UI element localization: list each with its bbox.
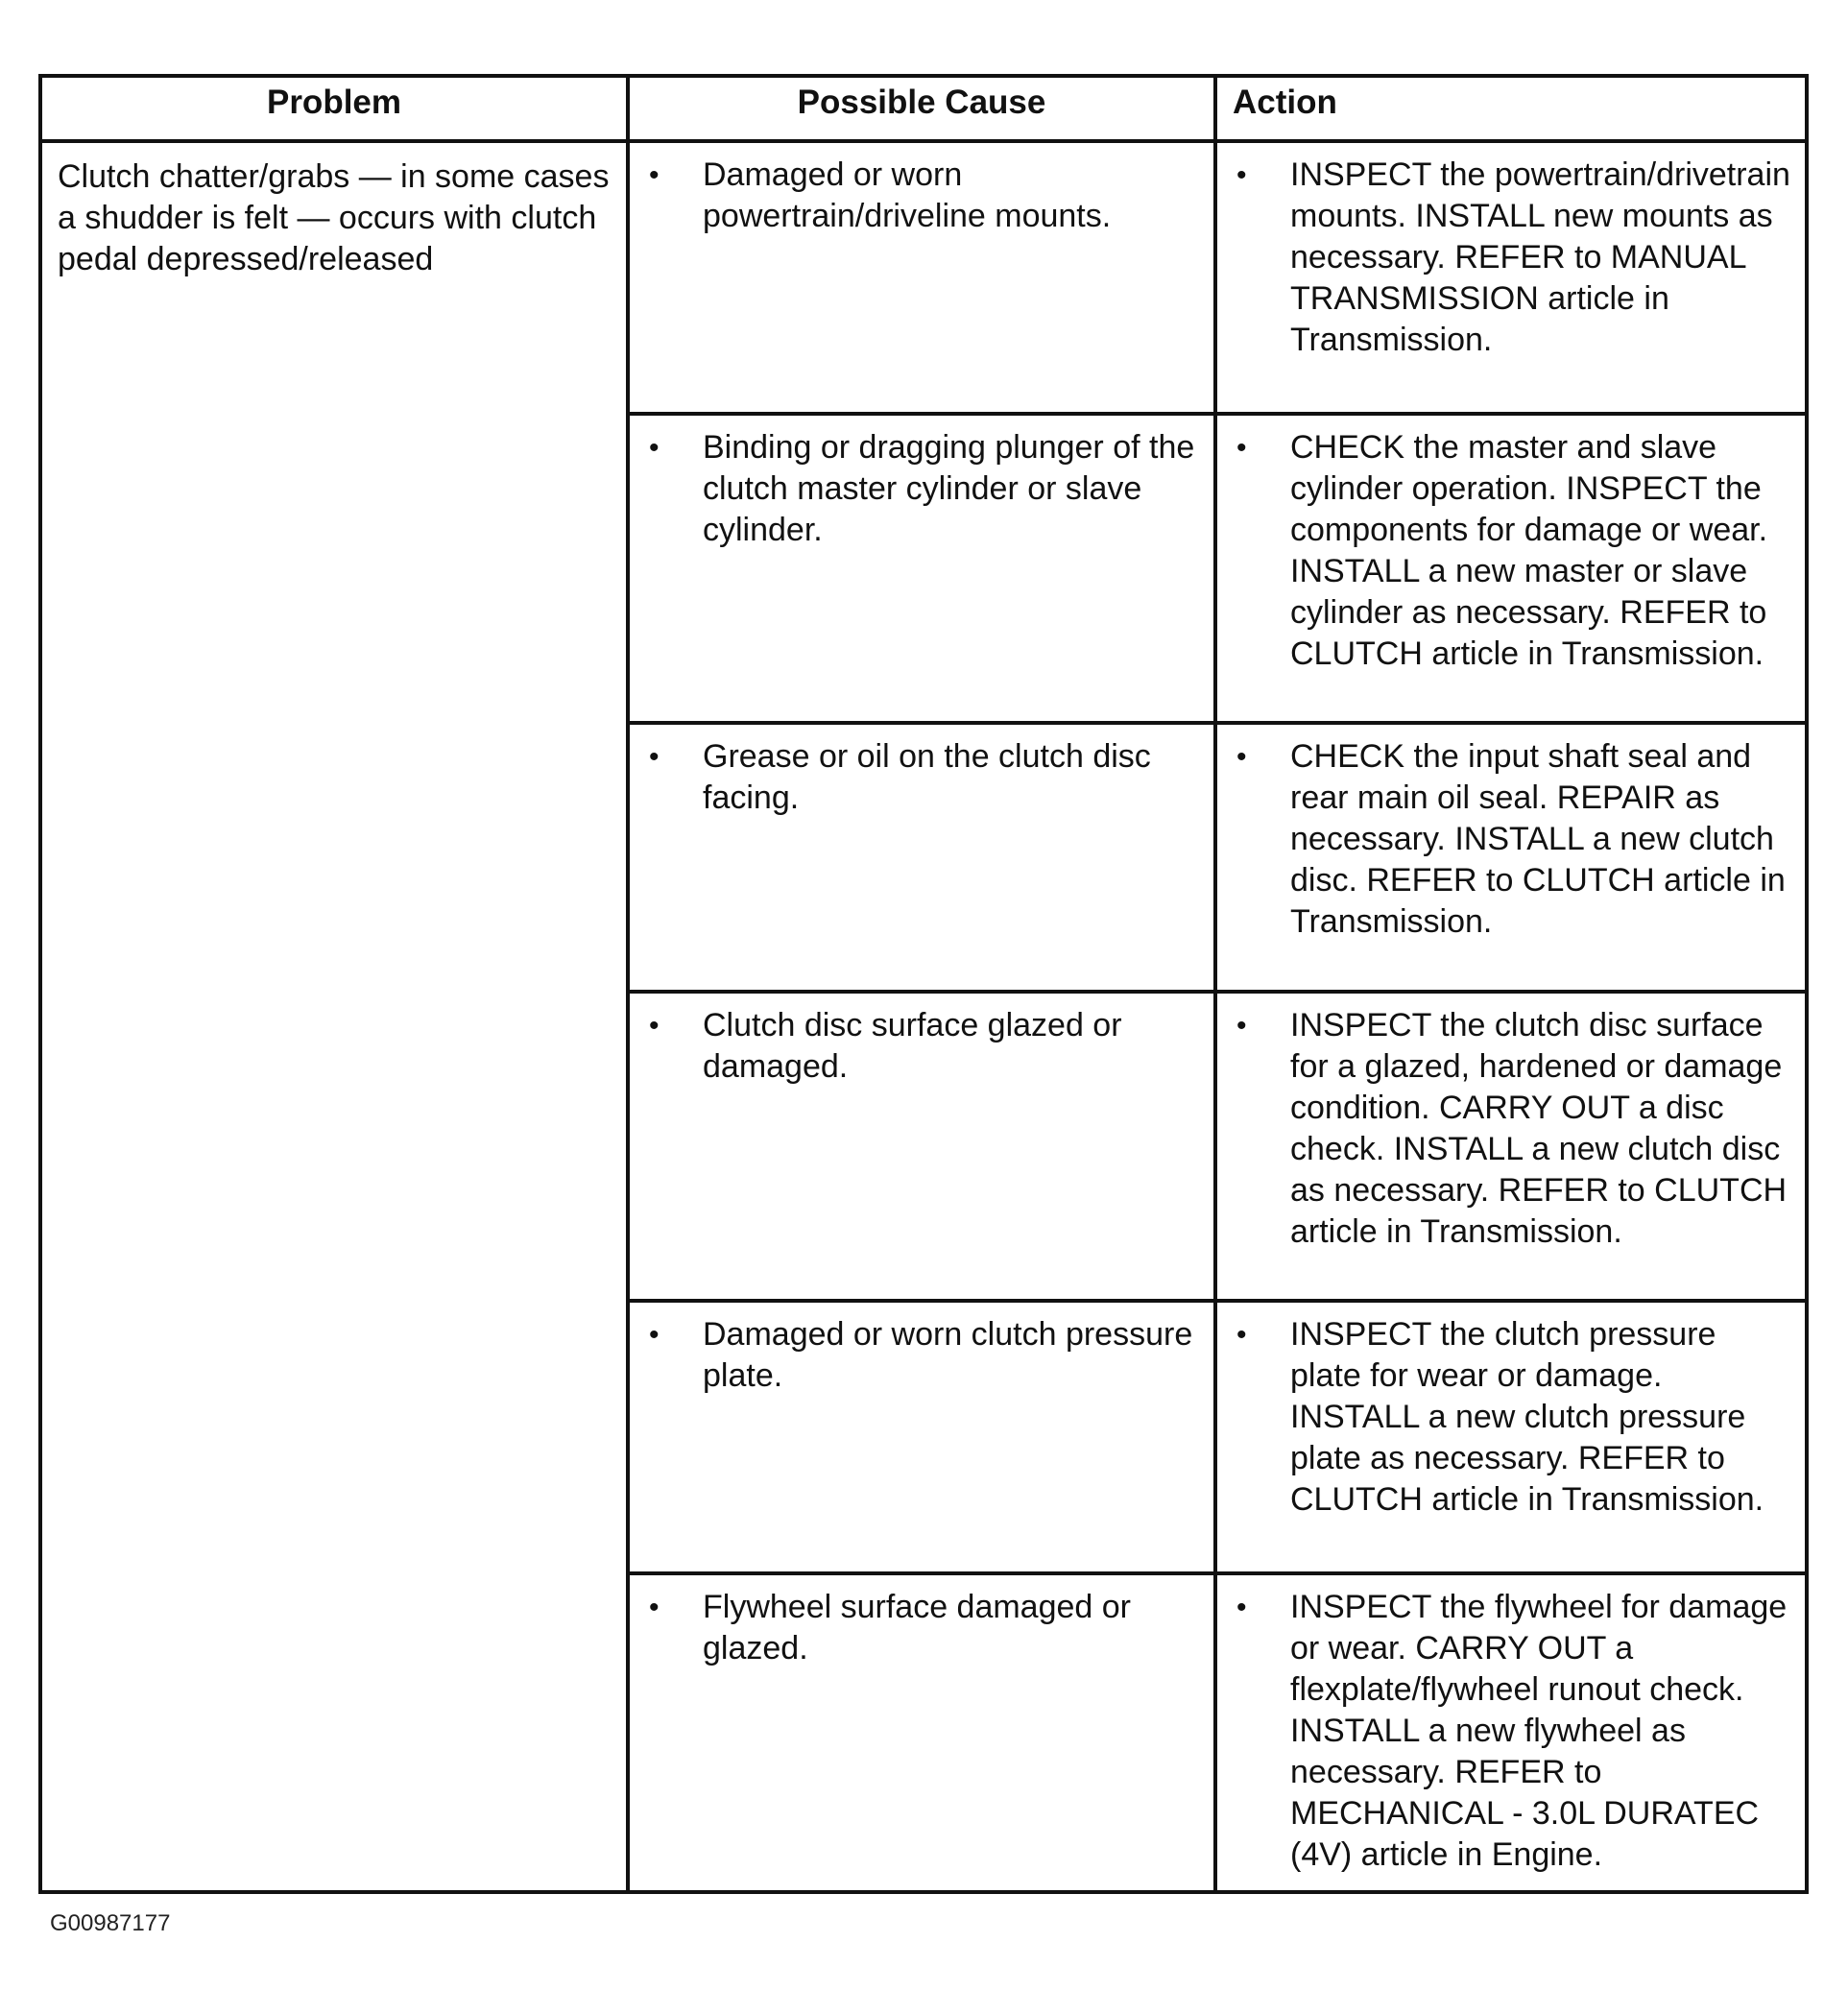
cause-cell <box>628 723 1215 992</box>
action-text: CHECK the input shaft seal and rear main oil seal. REPAIR as necessary. INSTALL a new clutch disc. REFER to CLUTCH article in Transmission. <box>1290 738 1786 940</box>
action-bullet-item <box>1229 427 1795 675</box>
cause-bullet-item <box>641 736 1204 819</box>
cause-text: Binding or dragging plunger of the clutch master cylinder or slave cylinder. <box>703 429 1195 548</box>
action-cell <box>1215 1301 1807 1573</box>
cause-bullet-item <box>641 1314 1204 1397</box>
bullet-icon: • <box>1236 1319 1247 1351</box>
cause-bullet-item <box>641 155 1204 237</box>
action-text: CHECK the master and slave cylinder operation. INSPECT the components for damage or wear. INSTALL a new master or slave cylinder as necessary. REFER to CLUTCH article in Transmission. <box>1290 429 1768 672</box>
action-text: INSPECT the clutch pressure plate for wear or damage. INSTALL a new clutch pressure plate as necessary. REFER to CLUTCH article in Transmission. <box>1290 1316 1764 1518</box>
cause-bullet-item <box>641 1587 1204 1669</box>
bullet-icon: • <box>649 159 660 191</box>
cause-text: Clutch disc surface glazed or damaged. <box>703 1007 1122 1085</box>
bullet-icon: • <box>649 432 660 464</box>
bullet-icon: • <box>649 1592 660 1623</box>
diagnosis-table <box>38 74 1809 1894</box>
bullet-icon: • <box>1236 1010 1247 1042</box>
action-text: INSPECT the flywheel for damage or wear. CARRY OUT a flexplate/flywheel runout check. INSTALL a new flywheel as necessary. REFER to MECHANICAL - 3.0L DURATEC (4V) article in Engine. <box>1290 1589 1788 1873</box>
table-header-row <box>40 76 1807 141</box>
cause-cell <box>628 1573 1215 1892</box>
action-bullet-item <box>1229 1314 1795 1521</box>
cause-cell <box>628 414 1215 723</box>
action-bullet-item <box>1229 736 1795 943</box>
action-bullet-item <box>1229 155 1795 361</box>
bullet-icon: • <box>649 741 660 773</box>
action-bullet-item <box>1229 1005 1795 1253</box>
action-bullet-item <box>1229 1587 1795 1876</box>
action-cell <box>1215 1573 1807 1892</box>
cause-column-header: Possible Cause <box>628 76 1215 141</box>
cause-bullet-item <box>641 427 1204 551</box>
cause-cell <box>628 141 1215 414</box>
bullet-icon: • <box>1236 432 1247 464</box>
bullet-icon: • <box>1236 159 1247 191</box>
bullet-icon: • <box>649 1319 660 1351</box>
action-column-header: Action <box>1215 76 1807 141</box>
action-text: INSPECT the powertrain/drivetrain mounts. INSTALL new mounts as necessary. REFER to MANUAL TRANSMISSION article in Transmission. <box>1290 156 1790 358</box>
bullet-icon: • <box>1236 741 1247 773</box>
figure-code: G00987177 <box>50 1910 171 1936</box>
bullet-icon: • <box>1236 1592 1247 1623</box>
bullet-icon: • <box>649 1010 660 1042</box>
cause-cell <box>628 1301 1215 1573</box>
cause-cell <box>628 992 1215 1301</box>
cause-text: Flywheel surface damaged or glazed. <box>703 1589 1132 1666</box>
action-cell <box>1215 141 1807 414</box>
problem-column-header: Problem <box>40 76 628 141</box>
action-cell <box>1215 414 1807 723</box>
action-cell <box>1215 723 1807 992</box>
action-cell <box>1215 992 1807 1301</box>
problem-cell: Clutch chatter/grabs — in some cases a shudder is felt — occurs with clutch pedal depressed/released <box>40 141 628 1892</box>
cause-text: Damaged or worn powertrain/driveline mounts. <box>703 156 1112 234</box>
cause-text: Damaged or worn clutch pressure plate. <box>703 1316 1193 1394</box>
cause-bullet-item <box>641 1005 1204 1088</box>
table-row <box>40 141 1807 414</box>
action-text: INSPECT the clutch disc surface for a glazed, hardened or damage condition. CARRY OUT a disc check. INSTALL a new clutch disc as necessary. REFER to CLUTCH article in Transmission. <box>1290 1007 1788 1250</box>
cause-text: Grease or oil on the clutch disc facing. <box>703 738 1151 816</box>
